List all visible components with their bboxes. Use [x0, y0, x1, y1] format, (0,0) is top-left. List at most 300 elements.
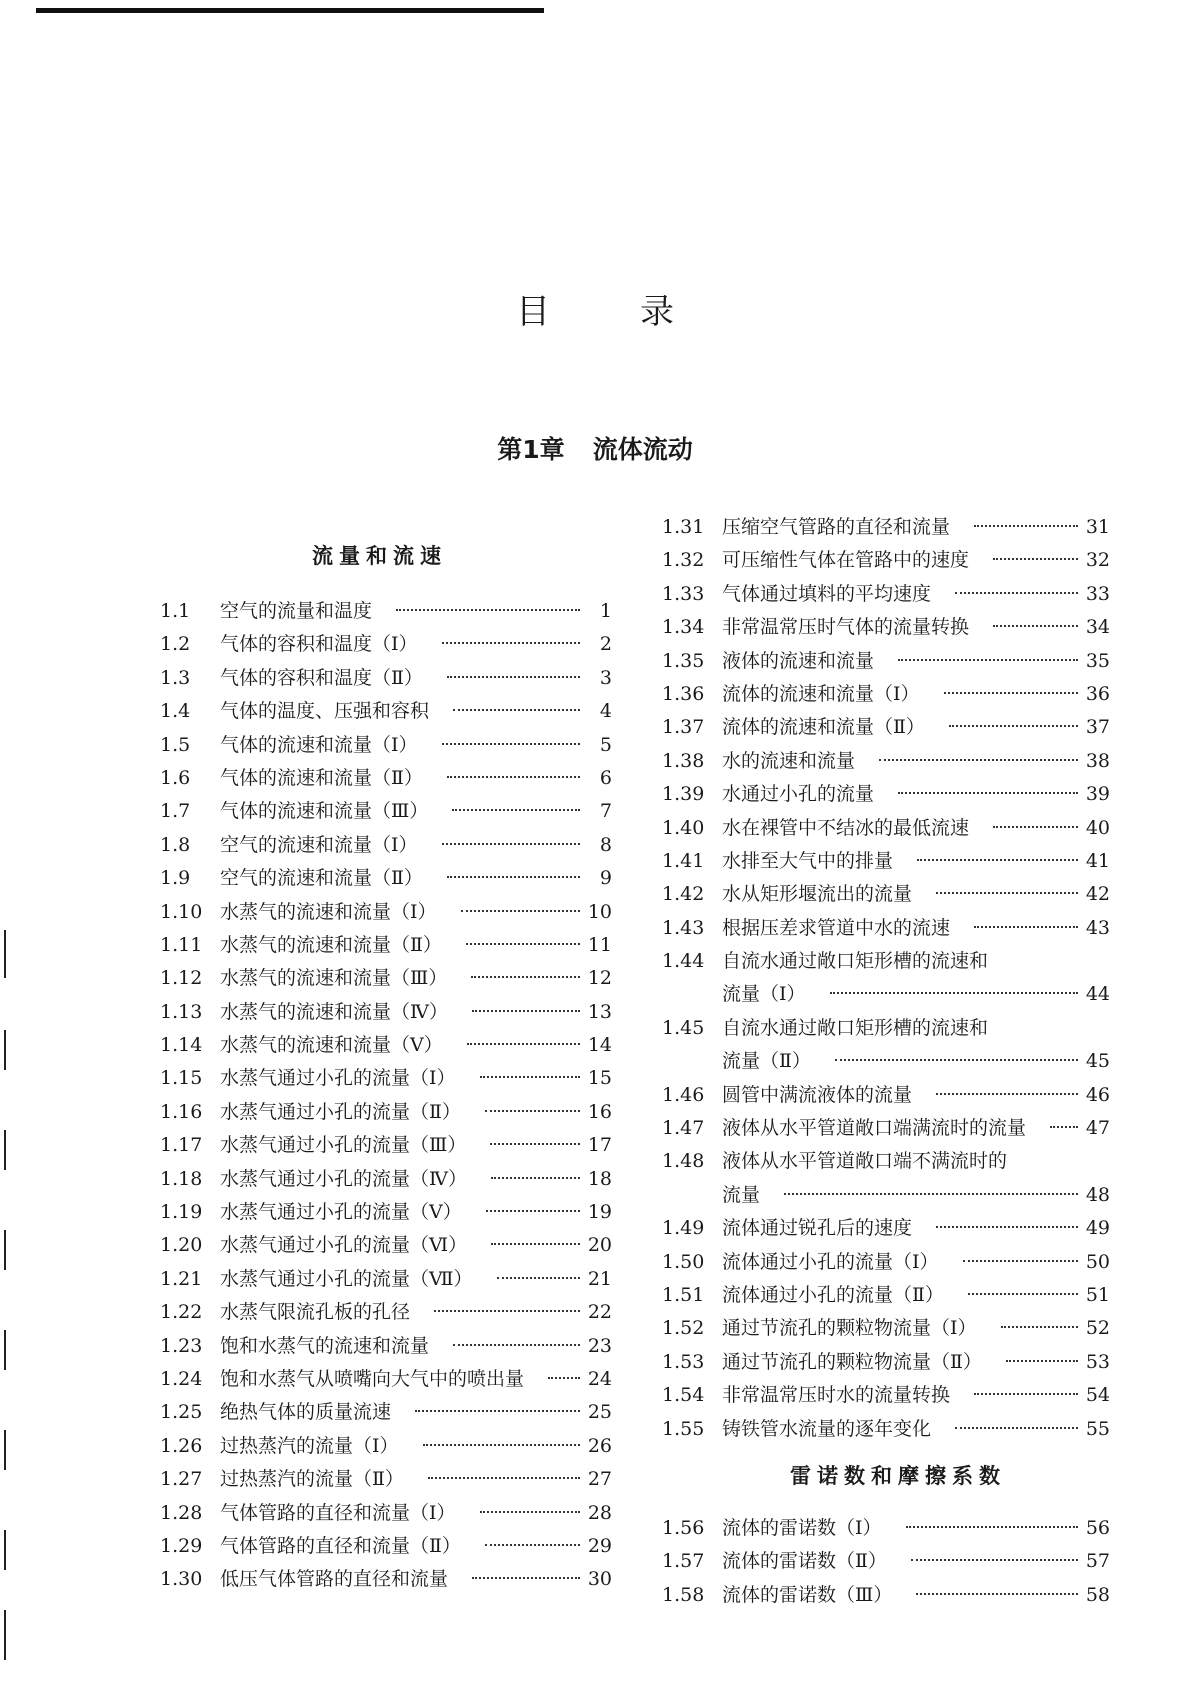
dot-leader — [447, 776, 580, 778]
dot-leader — [835, 1059, 1078, 1061]
entry-number: 1.33 — [662, 582, 705, 605]
entry-page-number: 9 — [599, 867, 612, 890]
entry-page-number: 40 — [1085, 816, 1110, 839]
entry-title: 气体管路的直径和流量（Ⅱ） — [220, 1534, 461, 1557]
entry-number: 1.54 — [662, 1384, 705, 1407]
entry-title: 流量（Ⅰ） — [722, 983, 806, 1006]
entry-number: 1.48 — [662, 1150, 705, 1173]
entry-title: 水蒸气的流速和流量（Ⅰ） — [220, 900, 437, 923]
entry-number: 1.49 — [662, 1217, 705, 1240]
dot-leader — [485, 1544, 580, 1546]
toc-entry[interactable] — [160, 1430, 612, 1463]
entry-title: 流体的雷诺数（Ⅲ） — [722, 1583, 893, 1606]
margin-mark — [4, 1330, 6, 1370]
entry-page-number: 16 — [587, 1100, 612, 1123]
dot-leader — [784, 1193, 1078, 1195]
entry-page-number: 14 — [587, 1034, 612, 1057]
entry-number: 1.41 — [662, 849, 705, 872]
entry-number: 1.8 — [160, 833, 191, 856]
toc-entry[interactable] — [160, 1330, 612, 1363]
dot-leader — [936, 1093, 1078, 1095]
toc-entry[interactable] — [160, 1229, 612, 1262]
entry-page-number: 37 — [1085, 716, 1110, 739]
toc-entry[interactable] — [662, 745, 1110, 778]
dot-leader — [434, 1310, 580, 1312]
entry-page-number: 45 — [1085, 1050, 1110, 1073]
entry-title: 气体通过填料的平均速度 — [722, 582, 932, 605]
entry-number: 1.2 — [160, 633, 191, 656]
dot-leader — [993, 625, 1078, 627]
toc-entry[interactable] — [160, 929, 612, 962]
toc-entry[interactable] — [662, 945, 1110, 978]
toc-entry[interactable] — [662, 1579, 1110, 1612]
toc-entry[interactable] — [160, 795, 612, 828]
entry-page-number: 8 — [599, 833, 612, 856]
dot-leader — [993, 826, 1078, 828]
dot-leader — [442, 843, 580, 845]
toc-entry[interactable] — [160, 1296, 612, 1329]
margin-mark — [4, 1610, 6, 1660]
toc-entry[interactable] — [662, 1346, 1110, 1379]
entry-page-number: 15 — [587, 1067, 612, 1090]
entry-title: 水蒸气的流速和流量（Ⅳ） — [220, 1000, 448, 1023]
entry-number: 1.51 — [662, 1283, 705, 1306]
entry-title: 水从矩形堰流出的流量 — [722, 883, 913, 906]
entry-number: 1.21 — [160, 1267, 203, 1290]
entry-page-number: 2 — [599, 633, 612, 656]
entry-page-number: 26 — [587, 1434, 612, 1457]
toc-entry[interactable] — [662, 511, 1110, 544]
entry-number: 1.52 — [662, 1317, 705, 1340]
entry-title: 水通过小孔的流量 — [722, 783, 875, 806]
entry-page-number: 32 — [1085, 549, 1110, 572]
entry-number: 1.47 — [662, 1117, 705, 1140]
entry-page-number: 29 — [587, 1534, 612, 1557]
toc-entry[interactable] — [662, 845, 1110, 878]
entry-page-number: 25 — [587, 1401, 612, 1424]
dot-leader — [898, 659, 1078, 661]
entry-title: 流体通过小孔的流量（Ⅰ） — [722, 1250, 939, 1273]
entry-page-number: 48 — [1085, 1183, 1110, 1206]
entry-number: 1.18 — [160, 1167, 203, 1190]
entry-number: 1.57 — [662, 1550, 705, 1573]
entry-number: 1.36 — [662, 682, 705, 705]
toc-entry[interactable] — [160, 1530, 612, 1563]
toc-entry[interactable] — [662, 1112, 1110, 1145]
entry-title: 水蒸气的流速和流量（Ⅴ） — [220, 1034, 443, 1057]
entry-title: 液体从水平管道敞口端不满流时的 — [722, 1150, 1008, 1173]
entry-number: 1.39 — [662, 783, 705, 806]
dot-leader — [974, 926, 1078, 928]
entry-number: 1.29 — [160, 1534, 203, 1557]
dot-leader — [917, 859, 1078, 861]
dot-leader — [955, 1427, 1078, 1429]
toc-entry[interactable] — [160, 1263, 612, 1296]
toc-entry[interactable] — [662, 1179, 1110, 1212]
toc-entry[interactable] — [662, 1045, 1110, 1078]
entry-title: 气体的温度、压强和容积 — [220, 700, 430, 723]
page-title: 目录 — [516, 292, 764, 332]
dot-leader — [466, 943, 580, 945]
entry-number: 1.34 — [662, 616, 705, 639]
toc-entry[interactable] — [160, 628, 612, 661]
entry-number: 1.30 — [160, 1568, 203, 1591]
dot-leader — [949, 725, 1078, 727]
entry-title: 气体的流速和流量（Ⅰ） — [220, 733, 418, 756]
dot-leader — [442, 642, 580, 644]
entry-page-number: 46 — [1085, 1083, 1110, 1106]
entry-title: 水蒸气通过小孔的流量（Ⅶ） — [220, 1267, 473, 1290]
entry-title: 水蒸气通过小孔的流量（Ⅰ） — [220, 1067, 456, 1090]
toc-entry[interactable] — [662, 1012, 1110, 1045]
toc-entry[interactable] — [160, 1563, 612, 1596]
entry-page-number: 19 — [587, 1201, 612, 1224]
entry-title: 水蒸气通过小孔的流量（Ⅱ） — [220, 1100, 461, 1123]
toc-entry[interactable] — [662, 812, 1110, 845]
entry-number: 1.58 — [662, 1583, 705, 1606]
entry-page-number: 4 — [599, 700, 612, 723]
toc-entry[interactable] — [662, 1246, 1110, 1279]
entry-title: 水的流速和流量 — [722, 749, 856, 772]
entry-number: 1.53 — [662, 1350, 705, 1373]
dot-leader — [423, 1444, 580, 1446]
entry-page-number: 22 — [587, 1301, 612, 1324]
entry-page-number: 10 — [587, 900, 612, 923]
chapter-name: 流体流动 — [592, 435, 693, 464]
entry-number: 1.4 — [160, 700, 191, 723]
margin-mark — [4, 1030, 6, 1070]
dot-leader — [911, 1559, 1078, 1561]
toc-entry[interactable] — [662, 645, 1110, 678]
entry-page-number: 6 — [599, 766, 612, 789]
toc-entry[interactable] — [160, 996, 612, 1029]
toc-entry[interactable] — [160, 762, 612, 795]
entry-page-number: 42 — [1085, 883, 1110, 906]
entry-number: 1.50 — [662, 1250, 705, 1273]
entry-page-number: 20 — [587, 1234, 612, 1257]
toc-entry[interactable] — [160, 1129, 612, 1162]
entry-page-number: 55 — [1085, 1417, 1110, 1440]
entry-title: 根据压差求管道中水的流速 — [722, 916, 951, 939]
entry-page-number: 35 — [1085, 649, 1110, 672]
toc-entry[interactable] — [662, 978, 1110, 1011]
toc-entry[interactable] — [662, 1312, 1110, 1345]
entry-number: 1.37 — [662, 716, 705, 739]
dot-leader — [447, 676, 580, 678]
toc-entry[interactable] — [662, 1379, 1110, 1412]
dot-leader — [467, 1043, 580, 1045]
entry-number: 1.28 — [160, 1501, 203, 1524]
dot-leader — [993, 558, 1078, 560]
toc-entry[interactable] — [662, 912, 1110, 945]
dot-leader — [974, 525, 1078, 527]
entry-number: 1.40 — [662, 816, 705, 839]
entry-page-number: 36 — [1085, 682, 1110, 705]
toc-reynolds-list — [662, 1512, 1110, 1612]
entry-number: 1.1 — [160, 600, 191, 622]
toc-right-column — [662, 511, 1110, 1446]
dot-leader — [936, 892, 1078, 894]
entry-number: 1.56 — [662, 1517, 705, 1539]
toc-entry[interactable] — [662, 544, 1110, 577]
dot-leader — [452, 809, 580, 811]
entry-number: 1.27 — [160, 1468, 203, 1491]
entry-number: 1.22 — [160, 1301, 203, 1324]
toc-entry[interactable] — [160, 1396, 612, 1429]
chapter-title — [0, 430, 1190, 466]
dot-leader — [490, 1143, 579, 1145]
entry-number: 1.42 — [662, 883, 705, 906]
entry-page-number: 21 — [587, 1267, 612, 1290]
entry-title: 气体的容积和温度（Ⅱ） — [220, 666, 423, 689]
entry-number: 1.17 — [160, 1134, 203, 1157]
entry-title: 水蒸气的流速和流量（Ⅲ） — [220, 967, 448, 990]
toc-entry[interactable] — [160, 1363, 612, 1396]
entry-title: 压缩空气管路的直径和流量 — [722, 516, 951, 538]
margin-mark — [4, 930, 6, 978]
toc-entry[interactable] — [160, 595, 612, 628]
entry-page-number: 39 — [1085, 783, 1110, 806]
entry-title: 通过节流孔的颗粒物流量（Ⅱ） — [722, 1350, 982, 1373]
entry-number: 1.10 — [160, 900, 203, 923]
toc-entry[interactable] — [662, 1279, 1110, 1312]
entry-title: 水排至大气中的排量 — [722, 849, 894, 872]
entry-page-number: 12 — [587, 967, 612, 990]
dot-leader — [497, 1277, 580, 1279]
entry-title: 流体的雷诺数（Ⅱ） — [722, 1550, 887, 1573]
entry-title: 气体的流速和流量（Ⅲ） — [220, 800, 429, 823]
toc-entry[interactable] — [160, 896, 612, 929]
entry-number: 1.38 — [662, 749, 705, 772]
dot-leader — [906, 1526, 1078, 1528]
toc-entry[interactable] — [662, 1145, 1110, 1178]
toc-entry[interactable] — [160, 1497, 612, 1530]
entry-title: 可压缩性气体在管路中的速度 — [722, 549, 970, 572]
entry-title: 水在裸管中不结冰的最低流速 — [722, 816, 970, 839]
toc-entry[interactable] — [662, 611, 1110, 644]
entry-number: 1.6 — [160, 766, 191, 789]
entry-title: 饱和水蒸气的流速和流量 — [220, 1334, 430, 1357]
toc-entry[interactable] — [662, 1545, 1110, 1578]
dot-leader — [447, 876, 580, 878]
dot-leader — [955, 592, 1078, 594]
entry-page-number: 43 — [1085, 916, 1110, 939]
section-heading-flow: 流量和流速 — [312, 544, 447, 568]
entry-page-number: 33 — [1085, 582, 1110, 605]
entry-title: 流体的流速和流量（Ⅰ） — [722, 682, 920, 705]
entry-page-number: 23 — [587, 1334, 612, 1357]
toc-entry[interactable] — [160, 862, 612, 895]
entry-number: 1.15 — [160, 1067, 203, 1090]
entry-page-number: 57 — [1085, 1550, 1110, 1573]
entry-page-number: 47 — [1085, 1117, 1110, 1140]
toc-entry[interactable] — [160, 1196, 612, 1229]
entry-title: 饱和水蒸气从喷嘴向大气中的喷出量 — [220, 1367, 525, 1390]
entry-title: 液体从水平管道敞口端满流时的流量 — [722, 1117, 1027, 1140]
entry-number: 1.11 — [160, 933, 203, 956]
toc-entry[interactable] — [160, 1463, 612, 1496]
entry-page-number: 11 — [587, 933, 612, 956]
toc-entry[interactable] — [662, 578, 1110, 611]
toc-entry[interactable] — [662, 1212, 1110, 1245]
dot-leader — [1001, 1326, 1078, 1328]
entry-number: 1.13 — [160, 1000, 203, 1023]
toc-entry[interactable] — [160, 729, 612, 762]
entry-title: 自流水通过敞口矩形槽的流速和 — [722, 1016, 989, 1039]
entry-title: 流体的雷诺数（Ⅰ） — [722, 1517, 882, 1539]
entry-title: 过热蒸汽的流量（Ⅱ） — [220, 1468, 404, 1491]
toc-entry[interactable] — [160, 829, 612, 862]
entry-page-number: 3 — [599, 666, 612, 689]
entry-title: 自流水通过敞口矩形槽的流速和 — [722, 950, 989, 973]
entry-number: 1.16 — [160, 1100, 203, 1123]
entry-number: 1.31 — [662, 516, 705, 538]
entry-page-number: 58 — [1085, 1583, 1110, 1606]
margin-mark — [4, 1530, 6, 1570]
top-rule — [36, 8, 544, 13]
entry-number: 1.45 — [662, 1016, 705, 1039]
entry-page-number: 28 — [587, 1501, 612, 1524]
entry-title: 空气的流量和温度 — [220, 600, 373, 622]
entry-page-number: 1 — [599, 600, 612, 622]
dot-leader — [480, 1511, 580, 1513]
toc-entry[interactable] — [160, 695, 612, 728]
toc-entry[interactable] — [160, 1029, 612, 1062]
entry-title: 流体的流速和流量（Ⅱ） — [722, 716, 925, 739]
entry-title: 铸铁管水流量的逐年变化 — [722, 1417, 932, 1440]
dot-leader — [486, 1210, 580, 1212]
dot-leader — [396, 609, 580, 611]
dot-leader — [944, 692, 1078, 694]
toc-entry[interactable] — [662, 778, 1110, 811]
entry-number: 1.46 — [662, 1083, 705, 1106]
dot-leader — [974, 1393, 1078, 1395]
entry-title: 非常温常压时水的流量转换 — [722, 1384, 951, 1407]
entry-page-number: 52 — [1085, 1317, 1110, 1340]
dot-leader — [461, 910, 580, 912]
toc-entry[interactable] — [160, 662, 612, 695]
entry-page-number: 54 — [1085, 1384, 1110, 1407]
entry-title: 低压气体管路的直径和流量 — [220, 1568, 449, 1591]
dot-leader — [879, 759, 1078, 761]
toc-entry[interactable] — [160, 962, 612, 995]
entry-title: 液体的流速和流量 — [722, 649, 875, 672]
toc-entry[interactable] — [160, 1096, 612, 1129]
dot-leader — [453, 709, 580, 711]
entry-number: 1.20 — [160, 1234, 203, 1257]
entry-title: 气体管路的直径和流量（Ⅰ） — [220, 1501, 456, 1524]
toc-entry[interactable] — [160, 1062, 612, 1095]
entry-number: 1.55 — [662, 1417, 705, 1440]
dot-leader — [916, 1593, 1077, 1595]
entry-page-number: 31 — [1085, 516, 1110, 538]
entry-number: 1.26 — [160, 1434, 203, 1457]
entry-page-number: 41 — [1085, 849, 1110, 872]
entry-number: 1.44 — [662, 950, 705, 973]
entry-page-number: 38 — [1085, 749, 1110, 772]
entry-page-number: 5 — [599, 733, 612, 756]
dot-leader — [471, 976, 579, 978]
entry-page-number: 34 — [1085, 616, 1110, 639]
dot-leader — [548, 1377, 580, 1379]
entry-title: 空气的流速和流量（Ⅱ） — [220, 867, 423, 890]
entry-title: 非常温常压时气体的流量转换 — [722, 616, 970, 639]
dot-leader — [415, 1410, 580, 1412]
entry-title: 水蒸气通过小孔的流量（Ⅵ） — [220, 1234, 468, 1257]
dot-leader — [968, 1293, 1078, 1295]
entry-number: 1.35 — [662, 649, 705, 672]
dot-leader — [485, 1110, 580, 1112]
toc-left-column — [160, 595, 612, 1597]
dot-leader — [491, 1177, 580, 1179]
toc-entry[interactable] — [662, 1512, 1110, 1545]
toc-entry[interactable] — [662, 878, 1110, 911]
entry-number: 1.9 — [160, 867, 191, 890]
dot-leader — [428, 1477, 580, 1479]
margin-mark — [4, 1130, 6, 1170]
dot-leader — [963, 1260, 1078, 1262]
entry-title: 水蒸气的流速和流量（Ⅱ） — [220, 933, 442, 956]
dot-leader — [491, 1243, 580, 1245]
entry-page-number: 30 — [587, 1568, 612, 1591]
entry-title: 水蒸气限流孔板的孔径 — [220, 1301, 411, 1324]
entry-title: 流量（Ⅱ） — [722, 1050, 811, 1073]
entry-title: 绝热气体的质量流速 — [220, 1401, 392, 1424]
dot-leader — [898, 792, 1078, 794]
entry-number: 1.32 — [662, 549, 705, 572]
entry-page-number: 18 — [587, 1167, 612, 1190]
entry-title: 圆管中满流液体的流量 — [722, 1083, 913, 1106]
entry-number: 1.3 — [160, 666, 191, 689]
dot-leader — [472, 1577, 580, 1579]
entry-page-number: 50 — [1085, 1250, 1110, 1273]
dot-leader — [453, 1344, 580, 1346]
entry-page-number: 51 — [1085, 1283, 1110, 1306]
margin-mark — [4, 1230, 6, 1270]
entry-page-number: 7 — [599, 800, 612, 823]
toc-entry[interactable] — [662, 711, 1110, 744]
dot-leader — [472, 1010, 580, 1012]
entry-page-number: 17 — [587, 1134, 612, 1157]
entry-title: 空气的流速和流量（Ⅰ） — [220, 833, 418, 856]
dot-leader — [480, 1076, 580, 1078]
entry-title: 流量 — [722, 1183, 761, 1206]
entry-number: 1.14 — [160, 1034, 203, 1057]
entry-title: 水蒸气通过小孔的流量（Ⅲ） — [220, 1134, 467, 1157]
entry-title: 过热蒸汽的流量（Ⅰ） — [220, 1434, 399, 1457]
dot-leader — [936, 1226, 1078, 1228]
entry-page-number: 56 — [1085, 1517, 1110, 1539]
toc-entry[interactable] — [662, 1413, 1110, 1446]
dot-leader — [442, 743, 580, 745]
entry-number: 1.43 — [662, 916, 705, 939]
entry-number: 1.7 — [160, 800, 191, 823]
entry-page-number: 49 — [1085, 1217, 1110, 1240]
entry-page-number: 24 — [587, 1367, 612, 1390]
section-heading-reynolds: 雷诺数和摩擦系数 — [790, 1464, 1006, 1488]
margin-mark — [4, 1430, 6, 1470]
entry-number: 1.25 — [160, 1401, 203, 1424]
dot-leader — [1050, 1126, 1078, 1128]
toc-entry[interactable] — [662, 678, 1110, 711]
entry-title: 流体通过锐孔后的速度 — [722, 1217, 913, 1240]
dot-leader — [830, 992, 1078, 994]
toc-entry[interactable] — [160, 1163, 612, 1196]
entry-number: 1.5 — [160, 733, 191, 756]
toc-entry[interactable] — [662, 1079, 1110, 1112]
entry-number: 1.24 — [160, 1367, 203, 1390]
chapter-number: 第1章 — [497, 435, 565, 464]
